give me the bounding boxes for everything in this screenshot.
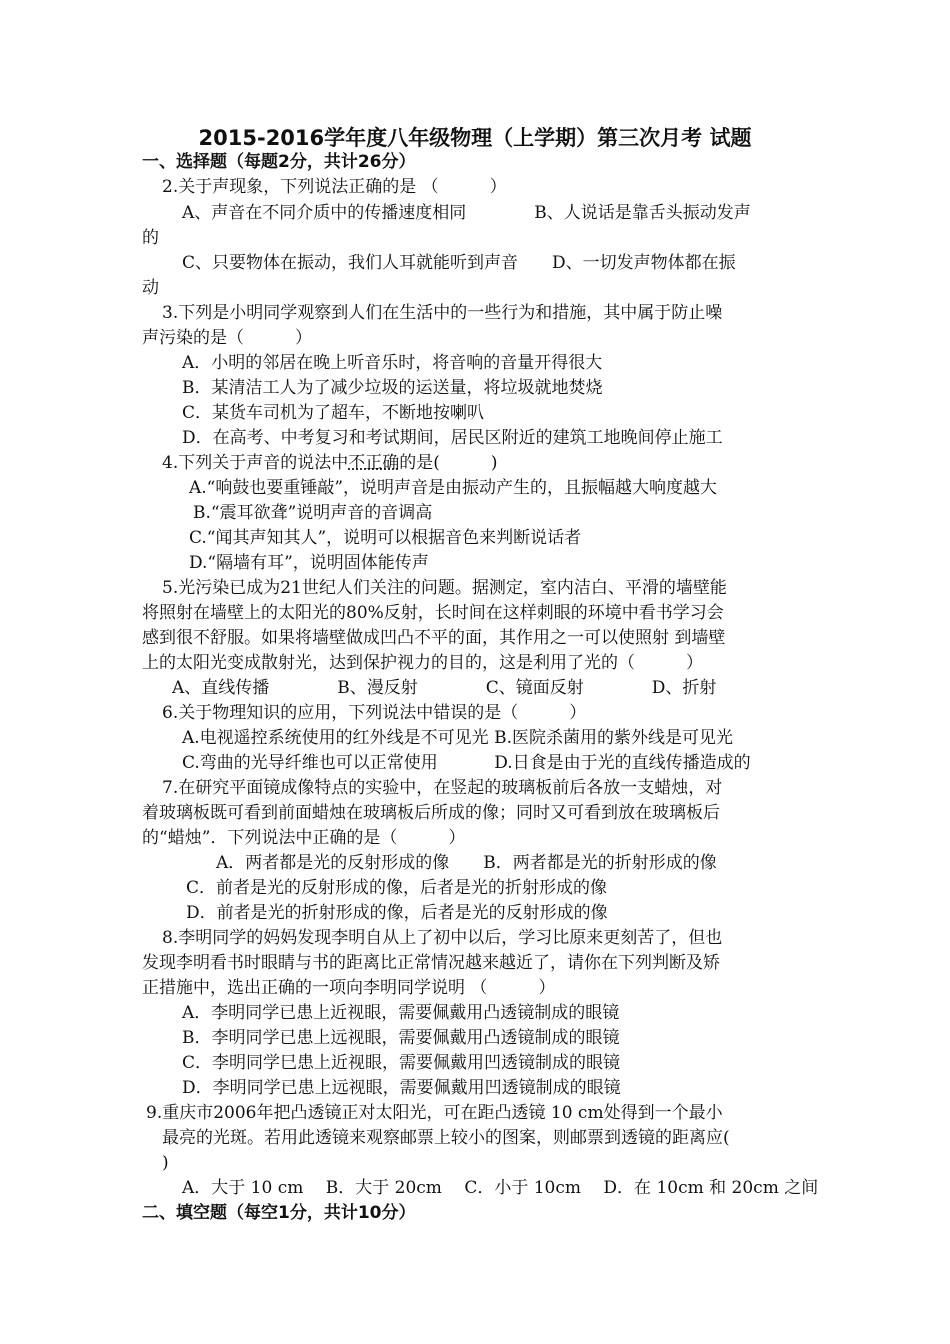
question-7-options-ab: A．两者都是光的反射形成的像 B．两者都是光的折射形成的像 [216,853,717,873]
question-8-option-d: D．李明同学已患上远视眼，需要佩戴用凹透镜制成的眼镜 [182,1078,621,1098]
question-8-line1: 8.李明同学的妈妈发现李明自从上了初中以后，学习比原来更刻苦了，但也 [162,928,723,948]
question-2-stem: 2.关于声现象，下列说法正确的是 （ ） [162,177,507,197]
question-3-option-a: A．小明的邻居在晚上听音乐时，将音响的音量开得很大 [182,353,603,373]
question-2-options-ab: A、声音在不同介质中的传播速度相同 B、人说话是靠舌头振动发声 [182,203,751,223]
question-8-line2: 发现李明看书时眼睛与书的距离比正常情况越来越近了，请你在下列判断及矫 [142,953,720,973]
question-3-stem-line2: 声污染的是（ ） [142,328,312,348]
question-4-option-c: C.“闻其声知其人”，说明可以根据音色来判断说话者 [189,528,582,548]
question-6-options-cd: C.弯曲的光导纤维也可以正常使用 D.日食是由于光的直线传播造成的 [182,753,751,773]
question-4-option-a: A.“响鼓也要重锤敲”，说明声音是由振动产生的，且振幅越大响度越大 [189,478,718,498]
question-9-line3: ) [162,1153,169,1173]
question-2-options-ab-wrap: 的 [142,228,159,248]
question-8-option-c: C．李明同学巳患上近视眼，需要佩戴用凹透镜制成的眼镜 [182,1053,621,1073]
question-3-stem-line1: 3.下列是小明同学观察到人们在生活中的一些行为和措施，其中属于防止噪 [162,303,723,323]
question-7-option-c: C．前者是光的反射形成的像，后者是光的折射形成的像 [186,878,608,898]
question-4-stem-post: 的是( ) [399,453,498,473]
question-8-option-a: A．李明同学已患上近视眼，需要佩戴用凸透镜制成的眼镜 [182,1003,620,1023]
question-6-stem: 6.关于物理知识的应用，下列说法中错误的是（ ） [162,703,587,723]
question-9-line2: 最亮的光斑。若用此透镜来观察邮票上较小的图案，则邮票到透镜的距离应( [162,1128,730,1148]
question-5-line1: 5.光污染已成为21世纪人们关注的问题。据测定，室内洁白、平滑的墙壁能 [162,578,727,598]
question-3-option-c: C．某货车司机为了超车，不断地按喇叭 [182,403,485,423]
section-heading-choice: 一、选择题（每题2分，共计26分） [142,152,416,172]
question-5-line3: 感到很不舒服。如果将墙壁做成凹凸不平的面，其作用之一可以使照射 到墙壁 [142,628,726,648]
question-5-line4: 上的太阳光变成散射光，达到保护视力的目的，这是利用了光的（ ） [142,653,703,673]
question-9-line1: 9.重庆市2006年把凸透镜正对太阳光，可在距凸透镜 10 cm处得到一个最小 [146,1103,723,1123]
question-8-option-b: B．李明同学已患上远视眼，需要佩戴用凸透镜制成的眼镜 [182,1028,620,1048]
question-3-option-b: B．某清洁工人为了减少垃圾的运送量，将垃圾就地焚烧 [182,378,603,398]
question-4-emphasis: 不正确 [348,453,400,473]
question-7-option-d: D．前者是光的折射形成的像，后者是光的反射形成的像 [186,903,608,923]
question-2-options-cd-wrap: 动 [142,278,159,298]
question-5-options: A、直线传播 B、漫反射 C、镜面反射 D、折射 [172,678,717,698]
question-7-line3: 的“蜡烛”．下列说法中正确的是（ ） [142,828,466,848]
question-6-options-ab: A.电视遥控系统使用的红外线是不可见光 B.医院杀菌用的紫外线是可见光 [182,728,733,748]
question-4-option-b: B.“震耳欲聋”说明声音的音调高 [193,503,433,523]
page-title: 2015-2016学年度八年级物理（上学期）第三次月考 试题 [198,126,752,150]
question-7-line1: 7.在研究平面镜成像特点的实验中，在竖起的玻璃板前后各放一支蜡烛，对 [162,778,723,798]
question-7-line2: 着玻璃板既可看到前面蜡烛在玻璃板后所成的像；同时又可看到放在玻璃板后 [142,803,720,823]
question-8-line3: 正措施中，选出正确的一项向李明同学说明 （ ） [142,978,556,998]
question-5-line2: 将照射在墙壁上的太阳光的80%反射，长时间在这样刺眼的环境中看书学习会 [142,603,724,623]
question-2-options-cd: C、只要物体在振动，我们人耳就能听到声音 D、一切发声物体都在振 [182,253,736,273]
question-4-option-d: D.“隔墙有耳”，说明固体能传声 [189,553,429,573]
question-4-stem [162,451,498,475]
section-heading-fill: 二、填空题（每空1分，共计10分） [142,1203,416,1223]
question-9-options: A．大于 10 cm B．大于 20cm C．小于 10cm D．在 10cm 和 20cm 之间 [182,1178,819,1198]
question-4-stem-pre: 4.下列关于声音的说法中 [162,453,349,473]
question-3-option-d: D．在高考、中考复习和考试期间，居民区附近的建筑工地晚间停止施工 [182,428,723,448]
